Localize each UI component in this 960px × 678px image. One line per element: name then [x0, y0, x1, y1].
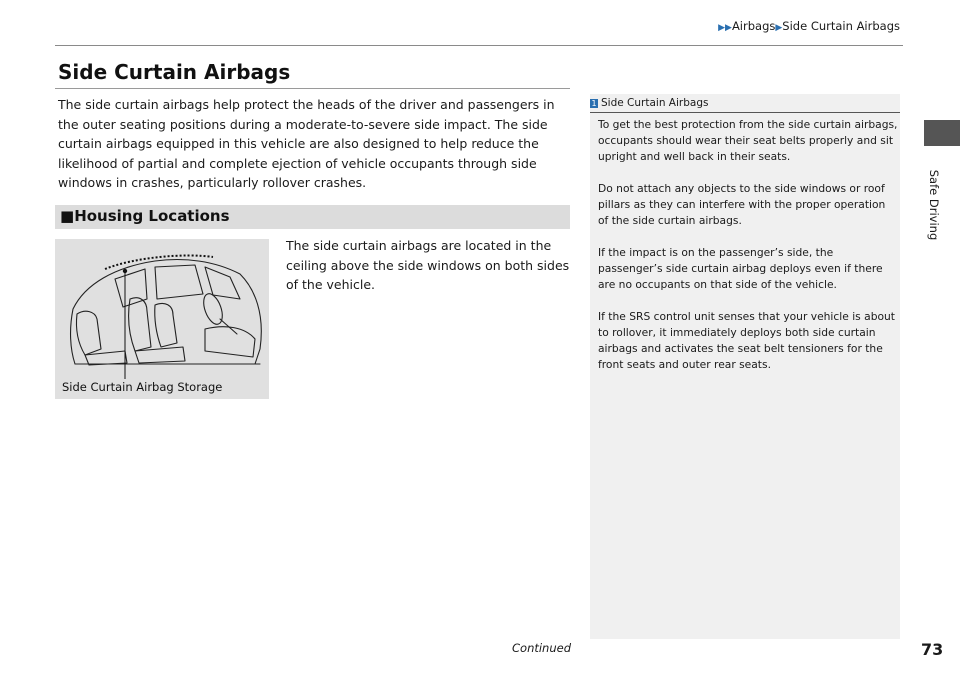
vehicle-interior-illustration [55, 239, 269, 399]
breadcrumb [718, 19, 900, 33]
note-paragraph: If the impact is on the passenger’s side, the passenger’s side curtain airbag deploys even if there are no occupants on that side of the vehicle. [598, 246, 883, 291]
subheading-text: Housing Locations [74, 207, 230, 225]
sidebar-heading-text: Side Curtain Airbags [601, 97, 709, 109]
continued-label: Continued [512, 641, 572, 655]
note-paragraph: To get the best protection from the side curtain airbags, occupants should wear their seat belts properly and sit upright and well back in their seats. [598, 118, 898, 163]
header-divider [55, 45, 903, 46]
breadcrumb-arrow-icon: ▶ [775, 23, 783, 33]
page-number: 73 [921, 640, 944, 659]
car-interior-icon [55, 239, 269, 399]
breadcrumb-current: Side Curtain Airbags [782, 19, 900, 33]
sidebar-heading [590, 97, 708, 109]
note-marker-icon: 1 [591, 98, 597, 108]
note-paragraph: If the SRS control unit senses that your vehicle is about to rollover, it immediately deploys both side curtain airbags and activates the seat belt tensioners for the front seats and outer rear seats. [598, 310, 895, 371]
breadcrumb-parent[interactable]: Airbags [731, 19, 776, 33]
section-tab-marker [924, 120, 960, 146]
breadcrumb-arrow-icon: ▶▶ [718, 23, 732, 33]
section-tab-label: Safe Driving [927, 169, 941, 241]
sidebar-notes [598, 117, 898, 389]
page-title: Side Curtain Airbags [58, 60, 291, 84]
location-paragraph: The side curtain airbags are located in the ceiling above the side windows on both sides of the vehicle. [286, 238, 570, 292]
figure-caption: Side Curtain Airbag Storage [62, 380, 223, 394]
intro-paragraph: The side curtain airbags help protect the heads of the driver and passengers in the outer seating positions during a moderate-to-severe side impact. The side curtain airbags equipped in this vehicle are also designed to help reduce the likelihood of partial and complete ejection of vehicle occupants through side windows in crashes, particularly rollover crashes. [58, 97, 555, 190]
square-bullet-icon: ■ [60, 207, 75, 225]
subheading [60, 207, 230, 225]
title-divider [55, 88, 570, 89]
note-paragraph: Do not attach any objects to the side windows or roof pillars as they can interfere with the proper operation of the side curtain airbags. [598, 182, 886, 227]
sidebar-divider [590, 112, 900, 113]
